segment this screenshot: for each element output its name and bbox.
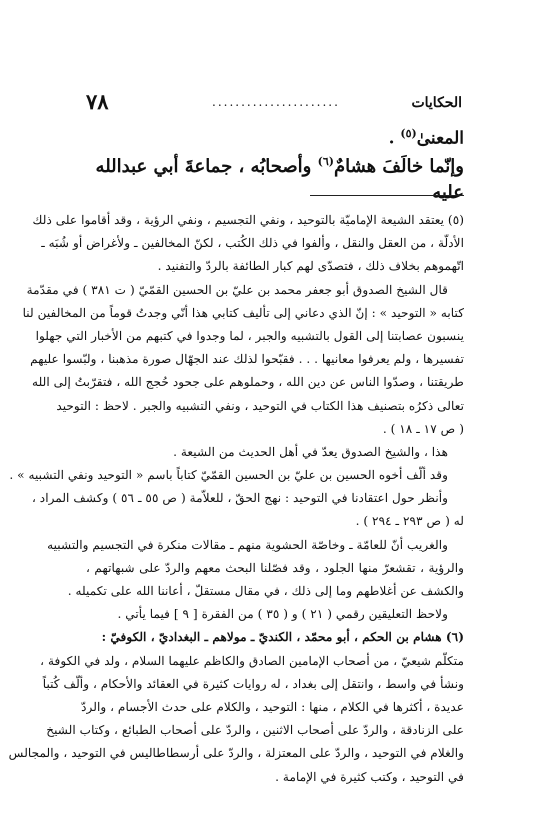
- footnote-line: الأدلّة ، من العقل والنقل ، وألفوا في ذلك الكُتب ، لكنّ المخالفين ـ ولأغراض أو شُبَه ـ: [41, 236, 464, 251]
- running-title: الحكايات: [411, 95, 462, 111]
- header-dot-leader: ......................: [212, 95, 340, 109]
- footnote-line: متكلّم شيعيّ ، من أصحاب الإمامين الصادق والكاظم عليهما السلام ، ولد في الكوفة ،: [40, 653, 464, 668]
- main-text-span: وإنّما خالَفَ هشامٌ: [333, 156, 464, 177]
- footnote-line: تعالى ذكرُه بتصنيف هذا الكتاب في التوحيد ، ونفي التشبيه والجبر . لاحظ : التوحيد: [56, 398, 464, 413]
- footnote-heading: (٦) هشام بن الحكم ، أبو محمّد ، الكنديّ ـ مولاهم ـ البغداديّ ، الكوفيّ :: [101, 630, 464, 645]
- footnote-line: اتّهموهم بخلاف ذلك ، فتصدّى لهم كبار الطائفة بالردّ والتفنيد .: [157, 259, 464, 274]
- footnote-line: طريقتنا ، وصدّوا الناس عن دين الله ، وحملوهم على جحود حُجج الله ، فتقرّبتُ إلى الله: [32, 375, 464, 390]
- main-text-span: .: [388, 128, 395, 149]
- footnote-line: (٥) يعتقد الشيعة الإماميّة بالتوحيد ، ونفي التجسيم ، ونفي الرؤية ، وقد أقاموا على ذلك: [32, 213, 464, 227]
- footnote-line: وأنظر حول اعتقادنا في التوحيد : نهج الحقّ ، للعلاّمة ( ص ٥٥ ـ ٥٦ ) وكشف المراد ،: [31, 491, 448, 506]
- footnote-line: والرؤية ، تقشعرّ منها الجلود ، وقد فصّلنا البحث معهم والردّ على شبهاتهم ،: [86, 560, 464, 575]
- footnote-line: ونشأ في واسط ، وانتقل إلى بغداد ، له روايات كثيرة في العقائد والأحكام ، وألّف كُتباً: [42, 676, 464, 691]
- footnote-line: له ( ص ٢٩٣ ـ ٢٩٤ ) .: [355, 514, 464, 529]
- footnote-separator: [310, 195, 464, 196]
- footnote-line: ينسبون عصابتنا إلى القول بالتشبيه والجبر ، لما وجدوا في كتبهم من الأخبار التي جهلوا: [35, 328, 464, 343]
- footnote-line: تفسيرها ، ولم يعرفوا معانيها . . . فقبّحوا لذلك عند الجهّال صورة مذهبنا ، ولبّسوا عليهم: [30, 352, 464, 367]
- main-text-span: وأصحابُه ، جماعةَ أبي عبدالله عليه: [95, 156, 464, 203]
- footnote-line: وقد ألّف أخوه الحسين بن عليّ بن الحسين القمّيّ كتاباً باسم « التوحيد ونفي التشبيه » .: [9, 468, 448, 483]
- page-number: ٧٨: [86, 89, 109, 114]
- footnote-line: ولاحظ التعليقين رقمي ( ٢١ ) و ( ٣٥ ) من الفقرة [ ٩ ] فيما يأتي .: [117, 607, 448, 622]
- footnote-line: على الزنادقة ، والردّ على أصحاب الاثنين ، والردّ على أصحاب الطبائع ، وكتاب الشيخ: [46, 723, 464, 738]
- main-text-span: المعنىٰ: [416, 128, 464, 149]
- footnote-line: قال الشيخ الصدوق أبو جعفر محمد بن عليّ بن الحسين القمّيّ ( ت ٣٨١ ) في مقدّمة: [26, 282, 448, 297]
- footnote-line: والكشف عن أغلاطهم وما إلى ذلك ، في مقال مستقلّ ، أعاننا الله على تكميله .: [67, 584, 464, 598]
- footnote-marker: (٦): [317, 155, 334, 168]
- footnote-line: في التوحيد ، وكتب كثيرة في الإمامة .: [275, 769, 464, 784]
- footnote-line: والغريب أنّ للعامّة ـ وخاصّة الحشوية منهم ـ مقالات منكرة في التجسيم والتشبيه: [47, 537, 448, 552]
- footnote-line: ( ص ١٧ ـ ١٨ ) .: [382, 421, 464, 436]
- main-text-line: [86, 149, 464, 206]
- footnote-line: عديدة ، أكثرها في الكلام ، منها : التوحيد ، والكلام على حدث الأجسام ، والردّ: [81, 699, 464, 714]
- footnote-line: كتابه « التوحيد » : إنّ الذي دعاني إلى تأليف كتابي هذا أنّي وجدتُ قوماً من المخالفين لنا: [22, 305, 464, 320]
- footnotes-block: [8, 209, 464, 789]
- footnote-marker: (٥): [400, 127, 417, 140]
- footnote-line: والغلام في التوحيد ، والردّ على المعتزلة ، والردّ على أرسطاطاليس في التوحيد ، والمجالس: [8, 746, 464, 761]
- main-text-line: [86, 121, 464, 152]
- page-header: [86, 90, 462, 114]
- footnote-line: هذا ، والشيخ الصدوق يعدّ في أهل الحديث من الشيعة .: [173, 444, 448, 459]
